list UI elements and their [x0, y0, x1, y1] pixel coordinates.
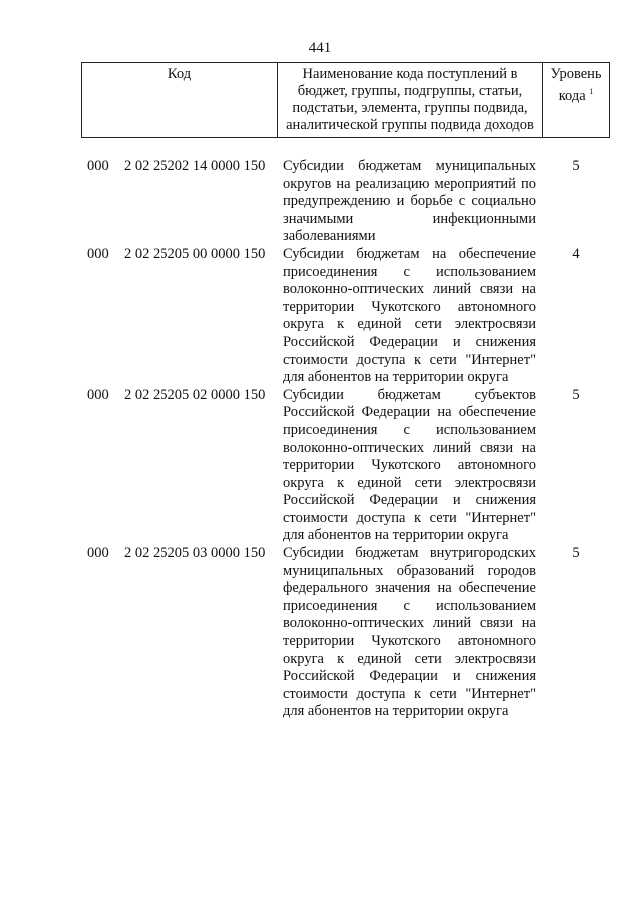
admin-code: 000 — [87, 158, 109, 174]
admin-code: 000 — [87, 245, 109, 262]
table-body — [0, 158, 640, 721]
revenue-name: Субсидии бюджетам муниципальных округов на реализацию мероприятий по предупреждению и борьбе с социально значимыми инфекционными заболеваниями — [283, 158, 536, 245]
admin-code: 000 — [87, 386, 109, 403]
header-name: Наименование кода поступлений в бюджет, группы, подгруппы, статьи, подстатьи, элемента, группы подвида, аналитической группы подвида доходов — [277, 63, 542, 137]
revenue-code: 2 02 25202 14 0000 150 — [124, 158, 266, 174]
revenue-code: 2 02 25205 02 0000 150 — [124, 386, 266, 403]
revenue-name: Субсидии бюджетам внутригородских муниципальных образований городов федерального значения на обеспечение присоединения с использованием волоконно-оптических линий связи на территории Чукотского автономного округа к единой сети электросвязи Российской Федерации и снижения стоимости доступа к сети "Интернет" для абонентов на территории округа — [283, 545, 536, 720]
revenue-name: Субсидии бюджетам субъектов Российской Федерации на обеспечение присоединения с использованием волоконно-оптических линий связи на территории Чукотского автономного округа к единой сети электросвязи Российской Федерации и снижения стоимости доступа к сети "Интернет" для абонентов на территории округа — [283, 386, 536, 544]
table-row — [0, 545, 640, 721]
page-number: 441 — [308, 40, 332, 56]
code-level: 5 — [572, 158, 580, 174]
header-code: Код — [167, 66, 192, 82]
revenue-name: Субсидии бюджетам на обеспечение присоединения с использованием волоконно-оптических линий связи на территории Чукотского автономного округа к единой сети электросвязи Российской Федерации и снижения стоимости доступа к сети "Интернет" для абонентов на территории округа — [283, 245, 536, 386]
table-row — [0, 246, 640, 387]
admin-code: 000 — [87, 545, 109, 562]
footnote-mark: 1 — [589, 87, 594, 96]
table-row — [0, 158, 640, 246]
table-header — [81, 62, 610, 138]
code-level: 5 — [572, 545, 580, 562]
header-level: Уровень кода $^1$ — [542, 63, 609, 137]
code-level: 4 — [572, 245, 580, 262]
revenue-code: 2 02 25205 00 0000 150 — [124, 245, 266, 262]
table-row — [0, 387, 640, 545]
code-level: 5 — [572, 386, 580, 403]
revenue-code: 2 02 25205 03 0000 150 — [124, 545, 266, 562]
